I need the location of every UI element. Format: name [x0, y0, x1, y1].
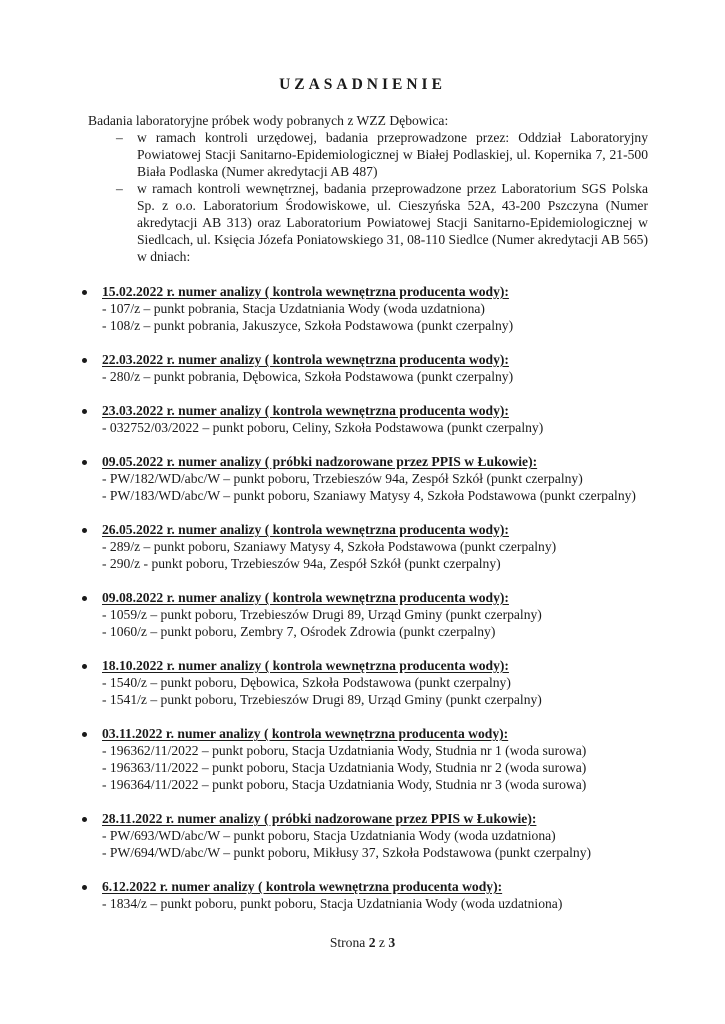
document-title: UZASADNIENIE	[279, 76, 446, 93]
page-footer	[0, 934, 725, 951]
analysis-entry	[82, 878, 652, 912]
entry-line: - 1540/z – punkt poboru, Dębowica, Szkoła Podstawowa (punkt czerpalny)	[102, 675, 511, 690]
entry-heading: 09.08.2022 r. numer analizy ( kontrola wewnętrzna producenta wody):	[102, 590, 509, 605]
analysis-entry	[82, 810, 652, 861]
entry-line: - 196362/11/2022 – punkt poboru, Stacja Uzdatniania Wody, Studnia nr 1 (woda surowa)	[102, 743, 587, 758]
entry-line: - 1060/z – punkt poboru, Zembry 7, Ośrodek Zdrowia (punkt czerpalny)	[102, 624, 496, 639]
entry-line: - PW/693/WD/abc/W – punkt poboru, Stacja Uzdatniania Wody (woda uzdatniona)	[102, 828, 556, 843]
intro-section	[88, 112, 648, 265]
entry-line: - 107/z – punkt pobrania, Stacja Uzdatniania Wody (woda uzdatniona)	[102, 301, 485, 316]
bullet-icon	[82, 732, 87, 737]
entry-line: - 289/z – punkt poboru, Szaniawy Matysy 4, Szkoła Podstawowa (punkt czerpalny)	[102, 539, 557, 554]
bullet-icon	[82, 528, 87, 533]
footer-separator: z	[378, 935, 385, 950]
entry-heading: 03.11.2022 r. numer analizy ( kontrola wewnętrzna producenta wody):	[102, 726, 509, 741]
analysis-entry	[82, 657, 652, 708]
analysis-entry	[82, 725, 652, 793]
entry-line: - PW/694/WD/abc/W – punkt poboru, Mikłusy 37, Szkoła Podstawowa (punkt czerpalny)	[102, 845, 592, 860]
analysis-entry	[82, 589, 652, 640]
bullet-icon	[82, 885, 87, 890]
bullet-icon	[82, 664, 87, 669]
entry-line: - 290/z - punkt poboru, Trzebieszów 94a, Zespół Szkół (punkt czerpalny)	[102, 556, 501, 571]
bullet-icon	[82, 358, 87, 363]
intro-text: Badania laboratoryjne próbek wody pobranych z WZZ Dębowica:	[88, 113, 449, 128]
analysis-entry	[82, 283, 652, 334]
dash-list-item	[116, 180, 648, 265]
entry-line: - 196363/11/2022 – punkt poboru, Stacja Uzdatniania Wody, Studnia nr 2 (woda surowa)	[102, 760, 587, 775]
footer-page-number: 2	[368, 935, 376, 950]
entry-heading: 6.12.2022 r. numer analizy ( kontrola wewnętrzna producenta wody):	[102, 879, 503, 894]
dash-item-text: w ramach kontroli urzędowej, badania przeprowadzone przez: Oddział Laboratoryjny Powiatowej Stacji Sanitarno-Epidemiologicznej w Białej Podlaskiej, ul. Kopernika 7, 21-500 Biała Podlaska (Numer akredytacji AB 487)	[137, 130, 648, 179]
bullet-icon	[82, 596, 87, 601]
dash-item-text: w ramach kontroli wewnętrznej, badania przeprowadzone przez Laboratorium SGS Polska Sp. z o.o. Laboratorium Środowiskowe, ul. Cieszyńska 52A, 43-200 Pszczyna (Numer akredytacji AB 313) oraz Laboratorium Powiatowej Stacji Sanitarno-Epidemiologicznej w Siedlcach, ul. Księcia Józefa Poniatowskiego 31, 08-110 Siedlce (Numer akredytacji AB 565) w dniach:	[137, 181, 648, 264]
bullet-icon	[82, 290, 87, 295]
entry-line: - 1834/z – punkt poboru, punkt poboru, Stacja Uzdatniania Wody (woda uzdatniona)	[102, 896, 563, 911]
dash-list	[88, 129, 648, 265]
entry-heading: 28.11.2022 r. numer analizy ( próbki nadzorowane przez PPIS w Łukowie):	[102, 811, 537, 826]
footer-total-pages: 3	[388, 935, 396, 950]
entry-line: - 196364/11/2022 – punkt poboru, Stacja Uzdatniania Wody, Studnia nr 3 (woda surowa)	[102, 777, 587, 792]
analysis-entry	[82, 351, 652, 385]
entry-heading: 09.05.2022 r. numer analizy ( próbki nadzorowane przez PPIS w Łukowie):	[102, 454, 538, 469]
entry-heading: 15.02.2022 r. numer analizy ( kontrola wewnętrzna producenta wody):	[102, 284, 509, 299]
entry-line: - 108/z – punkt pobrania, Jakuszyce, Szkoła Podstawowa (punkt czerpalny)	[102, 318, 514, 333]
entry-line: - 280/z – punkt pobrania, Dębowica, Szkoła Podstawowa (punkt czerpalny)	[102, 369, 514, 384]
analysis-entries	[82, 283, 652, 929]
entry-line: - PW/183/WD/abc/W – punkt poboru, Szaniawy Matysy 4, Szkoła Podstawowa (punkt czerpalny)	[102, 488, 636, 503]
dash-list-item	[116, 129, 648, 180]
entry-line: - 1059/z – punkt poboru, Trzebieszów Drugi 89, Urząd Gminy (punkt czerpalny)	[102, 607, 542, 622]
entry-line: - 1541/z – punkt poboru, Trzebieszów Drugi 89, Urząd Gminy (punkt czerpalny)	[102, 692, 542, 707]
bullet-icon	[82, 460, 87, 465]
bullet-icon	[82, 817, 87, 822]
bullet-icon	[82, 409, 87, 414]
dash-marker: –	[116, 130, 123, 145]
entry-heading: 22.03.2022 r. numer analizy ( kontrola wewnętrzna producenta wody):	[102, 352, 509, 367]
entry-line: - 032752/03/2022 – punkt poboru, Celiny, Szkoła Podstawowa (punkt czerpalny)	[102, 420, 544, 435]
entry-heading: 26.05.2022 r. numer analizy ( kontrola wewnętrzna producenta wody):	[102, 522, 509, 537]
entry-heading: 18.10.2022 r. numer analizy ( kontrola wewnętrzna producenta wody):	[102, 658, 509, 673]
analysis-entry	[82, 521, 652, 572]
entry-line: - PW/182/WD/abc/W – punkt poboru, Trzebieszów 94a, Zespół Szkół (punkt czerpalny)	[102, 471, 583, 486]
entry-heading: 23.03.2022 r. numer analizy ( kontrola wewnętrzna producenta wody):	[102, 403, 509, 418]
footer-prefix: Strona	[329, 935, 366, 950]
dash-marker: –	[116, 181, 123, 196]
analysis-entry	[82, 402, 652, 436]
analysis-entry	[82, 453, 652, 504]
